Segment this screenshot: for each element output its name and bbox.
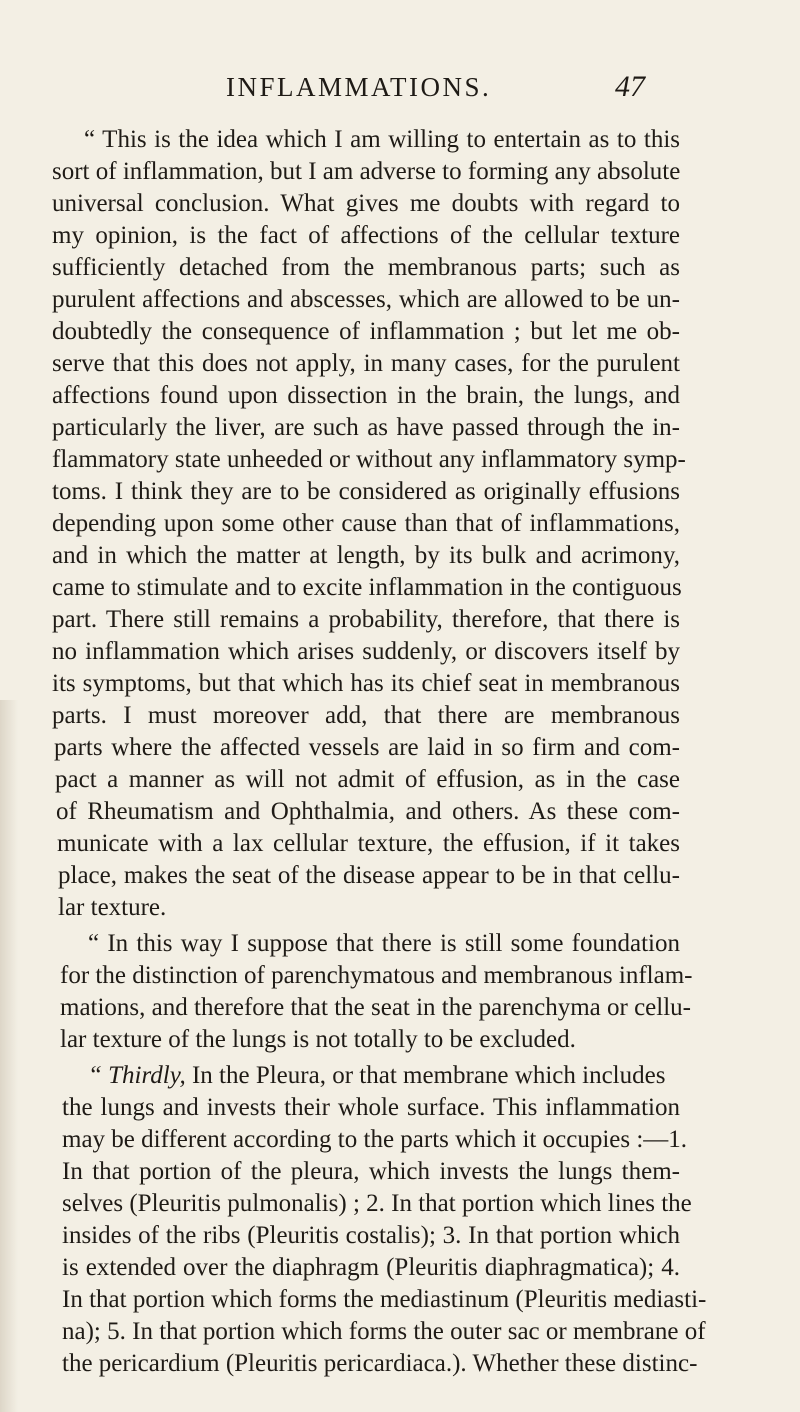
text-line: place, makes the seat of the disease appear to be in that cellu- — [58, 862, 680, 889]
text-line: pact a manner as will not admit of effusion, as in the case — [55, 766, 680, 793]
running-head: INFLAMMATIONS. — [226, 72, 492, 102]
text-line: came to stimulate and to excite inflammation in the contiguous — [52, 574, 682, 601]
text-line: toms. I think they are to be considered as originally effusions — [52, 478, 680, 505]
text-line-thirdly — [88, 1060, 680, 1092]
text-line: serve that this does not apply, in many cases, for the purulent — [52, 350, 680, 377]
text-line: In that portion which forms the mediastinum (Pleuritis mediasti- — [62, 1286, 707, 1313]
text-line: depending upon some other cause than that of inflammations, — [52, 510, 680, 537]
text-line: municate with a lax cellular texture, the effusion, if it takes — [57, 830, 680, 857]
text-line: and in which the matter at length, by its bulk and acrimony, — [52, 542, 680, 569]
text-line: the lungs and invests their whole surface. This inflammation — [62, 1094, 680, 1121]
page-header — [0, 72, 800, 112]
text-line: lar texture. — [58, 894, 167, 921]
text-line: the pericardium (Pleuritis pericardiaca.). Whether these distinc- — [62, 1350, 698, 1377]
text-line: sort of inflammation, but I am adverse to forming any absolute — [52, 158, 681, 185]
text-line: na); 5. In that portion which forms the outer sac or membrane of — [62, 1318, 706, 1345]
text-line: of Rheumatism and Ophthalmia, and others. As these com- — [56, 798, 680, 825]
text-line: selves (Pleuritis pulmonalis) ; 2. In that portion which lines the — [62, 1190, 692, 1217]
text-line: In that portion of the pleura, which invests the lungs them- — [62, 1158, 680, 1185]
text-line: mations, and therefore that the seat in the parenchyma or cellu- — [60, 994, 691, 1021]
italic-lead: “ Thirdly, — [88, 1062, 186, 1089]
text-line: its symptoms, but that which has its chief seat in membranous — [52, 670, 680, 697]
text-line: “ This is the idea which I am willing to entertain as to this — [84, 126, 680, 153]
text-line: parts. I must moreover add, that there are membranous — [52, 702, 680, 729]
text-line: affections found upon dissection in the brain, the lungs, and — [52, 382, 680, 409]
text-line: universal conclusion. What gives me doubts with regard to — [52, 190, 680, 217]
text-line: is extended over the diaphragm (Pleuritis diaphragmatica); 4. — [62, 1254, 680, 1281]
text-line: for the distinction of parenchymatous and membranous inflam- — [60, 962, 693, 989]
text-line: doubtedly the consequence of inflammation ; but let me ob- — [52, 318, 680, 345]
page-number: 47 — [615, 70, 645, 103]
text-line: “ In this way I suppose that there is still some foundation — [88, 930, 680, 957]
text-line: no inflammation which arises suddenly, or discovers itself by — [52, 638, 680, 665]
text-line: part. There still remains a probability, therefore, that there is — [52, 606, 680, 633]
text-line: my opinion, is the fact of affections of the cellular texture — [52, 222, 680, 249]
text-line: parts where the affected vessels are laid in so firm and com- — [54, 734, 680, 761]
text-line: lar texture of the lungs is not totally to be excluded. — [60, 1026, 576, 1053]
text-line: sufficiently detached from the membranous parts; such as — [52, 254, 680, 281]
text-line: may be different according to the parts which it occupies :—1. — [62, 1126, 688, 1153]
text-line-rest: In the Pleura, or that membrane which includes — [191, 1062, 666, 1089]
page-edge-shadow — [0, 700, 18, 1412]
text-line: flammatory state unheeded or without any inflammatory symp- — [52, 446, 686, 473]
text-line: particularly the liver, are such as have passed through the in- — [52, 414, 680, 441]
text-line: insides of the ribs (Pleuritis costalis); 3. In that portion which — [62, 1222, 680, 1249]
text-line: purulent affections and abscesses, which are allowed to be un- — [52, 286, 680, 313]
